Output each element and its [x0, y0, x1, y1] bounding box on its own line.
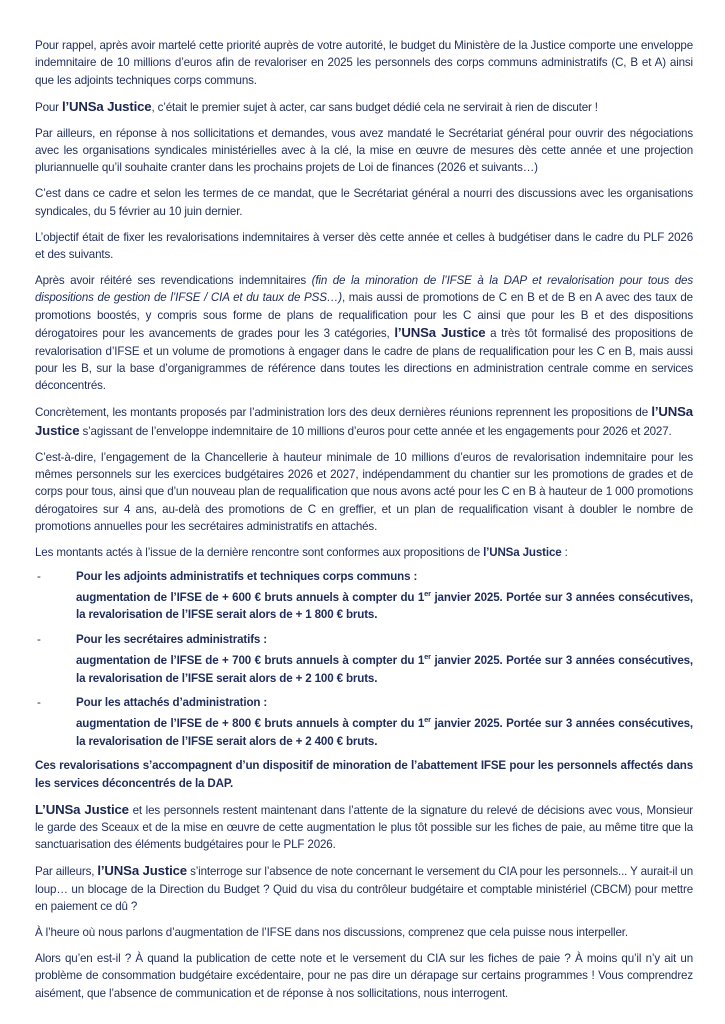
org-name: l’UNSa Justice [394, 325, 486, 341]
paragraph-negotiation-mandate: Par ailleurs, en réponse à nos sollicitations et demandes, vous avez mandaté le Secrétariat général pour ouvrir des négociations avec les organisations syndicales ministérielles avec à la clé, la mise en œuvre de mesures dès cette année et une projection pluriannuelle qu’il souhaite cranter dans les prochains projets de Loi de finances (2026 et suivants…) [35, 126, 693, 175]
paragraph-budget-reminder: Pour rappel, après avoir martelé cette priorité auprès de votre autorité, le budget du Ministère de la Justice comporte une enveloppe indemnitaire de 10 millions d’euros afin de revaloriser en 2025 les personnels des corps communs administratifs (C, B et A) ainsi que les adjoints techniques corps communs. [35, 39, 693, 87]
text: Pour [35, 100, 62, 114]
measure-description [76, 589, 693, 624]
text: Par ailleurs, [35, 865, 98, 879]
org-name: l’UNSa Justice [97, 863, 187, 879]
org-name: L’UNSa Justice [35, 801, 129, 817]
letter-body [35, 37, 693, 1011]
text: Après avoir réitéré ses revendications indemnitaires [35, 273, 312, 287]
text: janvier 2025. Portée sur 3 années consécutives, la revalorisation de l’IFSE serait alors de + 2 400 € bruts. [76, 717, 694, 748]
text: Les montants actés à l’issue de la dernière rencontre sont conformes aux propositions de [35, 546, 484, 560]
text: augmentation de l’IFSE de + 800 € bruts annuels à compter du 1 [76, 717, 425, 731]
measure-item [35, 631, 693, 687]
text: janvier 2025. Portée sur 3 années consécutives, la revalorisation de l’IFSE serait alors de + 1 800 € bruts. [76, 590, 694, 622]
italic-note: (fin de la minoration de l’IFSE à la DAP et revalorisation pour tous des dispositions de gestion de l’IFSE / CIA et du taux de PSS…) [35, 273, 693, 305]
text: Concrètement, les montants proposés par l’administration lors des deux dernières réunions reprennent les propositions de [35, 406, 652, 420]
measure-item [35, 694, 693, 750]
text: : [561, 546, 568, 560]
text: janvier 2025. Portée sur 3 années consécutives, la revalorisation de l’IFSE serait alors de + 2 100 € bruts. [76, 654, 694, 685]
bullet-dash: - [37, 696, 41, 709]
paragraph-demands [35, 272, 693, 395]
paragraph-closing-questions: Alors qu’en est-il ? À quand la publication de cette note et le versement du CIA sur les fiches de paie ? À moins qu’il n’y ait un problème de consommation budgétaire excédentaire, pour ne pas dire un dérapage sur certains programmes ! Vous comprendrez aisément, que l’absence de communication et de réponse à nos sollicitations, nous interrogent. [35, 951, 693, 1000]
org-name: l’UNSa Justice [35, 404, 693, 438]
bullet-dash: - [37, 569, 41, 583]
text: , mais aussi de promotions de C en B et de B en A avec des taux de promotions boostés, y compris sous forme de plans de requalification pour les C ainsi que pour les B et des dispositions dérogatoires pour les avancements de grades pour les 3 catégories, [35, 291, 693, 341]
paragraph-cia-question [35, 862, 693, 915]
measure-description [76, 652, 693, 687]
paragraph-amounts-intro [35, 544, 693, 561]
text: s’agissant de l’enveloppe indemnitaire de 10 millions d’euros pour cette année et les engagements pour 2026 et 2027. [79, 424, 672, 438]
text: a très tôt formalisé des propositions de revalorisation d’IFSE et un volume de promotions à engager dans le cadre de plans de requalification pour les C en B, mais aussi pour les B, sur la base d’organigrammes de référence dans toutes les directions en administration centrale comme en services déconcentrés. [35, 327, 693, 393]
measure-title: Pour les attachés d’administration : [76, 696, 268, 709]
text: s’interroge sur l’absence de note concernant le versement du CIA pour les personnels... Y aurait-il un loup… un blocage de la Direction du Budget ? Quid du visa du contrôleur budgétaire et comptable ministériel (CBCM) pour mettre en paiement ce dû ? [35, 865, 693, 914]
paragraph-chancellerie-commitment: C’est-à-dire, l’engagement de la Chancellerie à hauteur minimale de 10 millions d’euros de revalorisation indemnitaire pour les mêmes personnels sur les exercices budgétaires 2026 et 2027, indépendamment du chantier sur les promotions de grades et de corps pour tous, ainsi que d’un nouveau plan de requalification que nous avons acté pour les C en B à hauteur de 1 000 promotions dérogatoires sur 4 ans, au-delà des promotions de C en greffier, et un plan de requalification visant à doubler le nombre de promotions annuelles pour les secrétaires administratifs en attachés. [35, 450, 693, 534]
superscript: er [424, 652, 431, 662]
text: augmentation de l’IFSE de + 600 € bruts annuels à compter du 1 [76, 590, 425, 604]
paragraph-objective: L’objectif était de fixer les revalorisations indemnitaires à verser dès cette année et celles à budgétiser dans le cadre du PLF 2026 et des suivants. [35, 230, 693, 262]
org-name: l’UNSa Justice [61, 98, 152, 114]
superscript: er [424, 589, 431, 599]
paragraph-discussions-dates: C’est dans ce cadre et selon les termes de ce mandat, que le Secrétariat général a nourri des discussions avec les organisations syndicales, du 5 février au 10 juin dernier. [35, 187, 693, 218]
measure-title: Pour les adjoints administratifs et techniques corps communs : [76, 569, 418, 583]
paragraph-awaiting-signature [35, 801, 693, 854]
paragraph-first-subject [35, 98, 693, 116]
paragraph-ifse-interpellation: À l’heure où nous parlons d’augmentation de l’IFSE dans nos discussions, comprenez que cela puisse nous interpeller. [35, 925, 628, 939]
paragraph-concretely [35, 403, 693, 440]
text: , c’était le premier sujet à acter, car sans budget dédié cela ne servirait à rien de discuter ! [151, 100, 598, 114]
measure-item [35, 568, 693, 624]
text: augmentation de l’IFSE de + 700 € bruts annuels à compter du 1 [76, 654, 425, 668]
org-name: l’UNSa Justice [483, 546, 562, 560]
measures-list [35, 568, 693, 751]
paragraph-dap-minoration: Ces revalorisations s’accompagnent d’un dispositif de minoration de l’abattement IFSE pour les personnels affectés dans les services déconcentrés de la DAP. [35, 759, 693, 790]
bullet-dash: - [37, 632, 41, 646]
superscript: er [424, 715, 431, 725]
measure-title: Pour les secrétaires administratifs : [76, 632, 267, 646]
text: et les personnels restent maintenant dans l’attente de la signature du relevé de décisions avec vous, Monsieur le garde des Sceaux et de la mise en œuvre de cette augmentation le plus tôt possible sur les fiches de paie, au même titre que la sanctuarisation des éléments budgétaires pour le PLF 2026. [35, 803, 693, 852]
measure-description [76, 715, 693, 750]
